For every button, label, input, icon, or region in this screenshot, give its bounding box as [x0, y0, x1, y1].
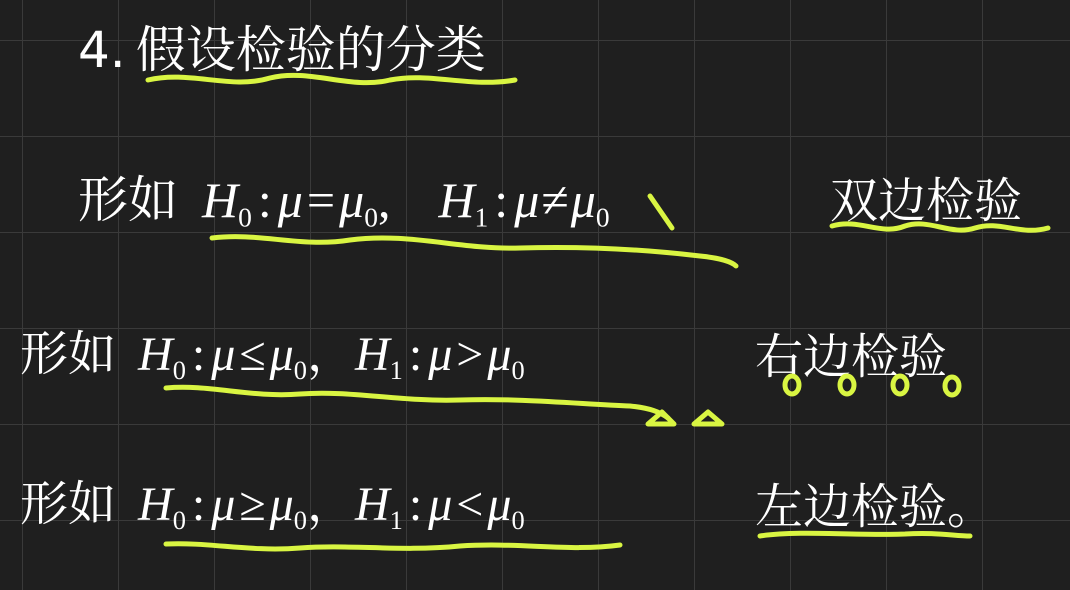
relation-h1: <: [456, 478, 484, 531]
colon: :: [494, 172, 509, 228]
mu-symbol: μ: [428, 478, 453, 531]
row-prefix: 形如: [78, 171, 178, 229]
mu0-symbol: μ: [269, 328, 294, 381]
h1-symbol: H: [354, 328, 390, 381]
mu-symbol: μ: [428, 328, 453, 381]
test-type-two-sided: 双边检验: [830, 173, 1023, 229]
h1-subscript: 1: [389, 505, 403, 536]
h0-subscript: 0: [172, 505, 186, 536]
mu-symbol: μ: [211, 328, 236, 381]
row2-formula-underline: [166, 387, 668, 418]
mu0-symbol: μ: [487, 478, 512, 531]
section-heading: [78, 10, 486, 82]
row3-formula-underline: [166, 544, 620, 549]
h0-symbol: H: [138, 328, 173, 381]
not-equal-slash: [650, 196, 672, 228]
emphasis-dot: [945, 377, 959, 395]
test-type-left-sided: 左边检验。: [755, 479, 996, 535]
mu0-symbol: μ: [269, 478, 294, 531]
mu0-subscript: 0: [364, 201, 378, 233]
mu0-symbol: μ: [487, 328, 512, 381]
row-prefix: 形如: [20, 476, 117, 532]
colon: :: [408, 328, 423, 381]
row2-triangle-marks: [648, 412, 722, 424]
colon: :: [408, 478, 423, 531]
h1-subscript: 1: [389, 355, 403, 386]
formula-row-left-sided: [20, 465, 525, 536]
mu0-subscript: 0: [511, 505, 525, 536]
mu0-subscript: 0: [595, 201, 610, 233]
relation-h1: ≠: [541, 172, 569, 228]
heading-number: 4.: [78, 21, 126, 79]
separator: ，: [306, 476, 355, 532]
mu0-subscript: 0: [511, 355, 525, 386]
relation-h1: >: [456, 328, 484, 381]
colon: :: [191, 478, 206, 531]
mu0-symbol: μ: [339, 172, 365, 228]
test-type-right-sided: 右边检验: [755, 329, 948, 385]
relation-h0: ≥: [239, 478, 266, 531]
colon: :: [191, 328, 206, 381]
row1-formula-underline: [212, 237, 736, 266]
relation-h0: ≤: [239, 328, 266, 381]
h1-symbol: H: [354, 478, 390, 531]
formula-row-right-sided: [20, 315, 525, 386]
relation-h0: =: [306, 172, 336, 228]
formula-row-two-sided: [78, 160, 610, 234]
h1-symbol: H: [438, 172, 475, 228]
mu-symbol: μ: [514, 172, 540, 228]
row-prefix: 形如: [20, 326, 117, 382]
mu0-subscript: 0: [293, 355, 307, 386]
h0-symbol: H: [202, 172, 239, 228]
separator: ，: [306, 326, 355, 382]
mu-symbol: μ: [277, 172, 303, 228]
mu0-symbol: μ: [570, 172, 596, 228]
h1-subscript: 1: [474, 201, 489, 233]
h0-subscript: 0: [172, 355, 186, 386]
h0-symbol: H: [138, 478, 173, 531]
mu0-subscript: 0: [293, 505, 307, 536]
heading-text: 假设检验的分类: [135, 21, 486, 79]
colon: :: [257, 172, 272, 228]
mu-symbol: μ: [211, 478, 236, 531]
h0-subscript: 0: [238, 201, 252, 233]
separator: ,: [377, 172, 391, 228]
